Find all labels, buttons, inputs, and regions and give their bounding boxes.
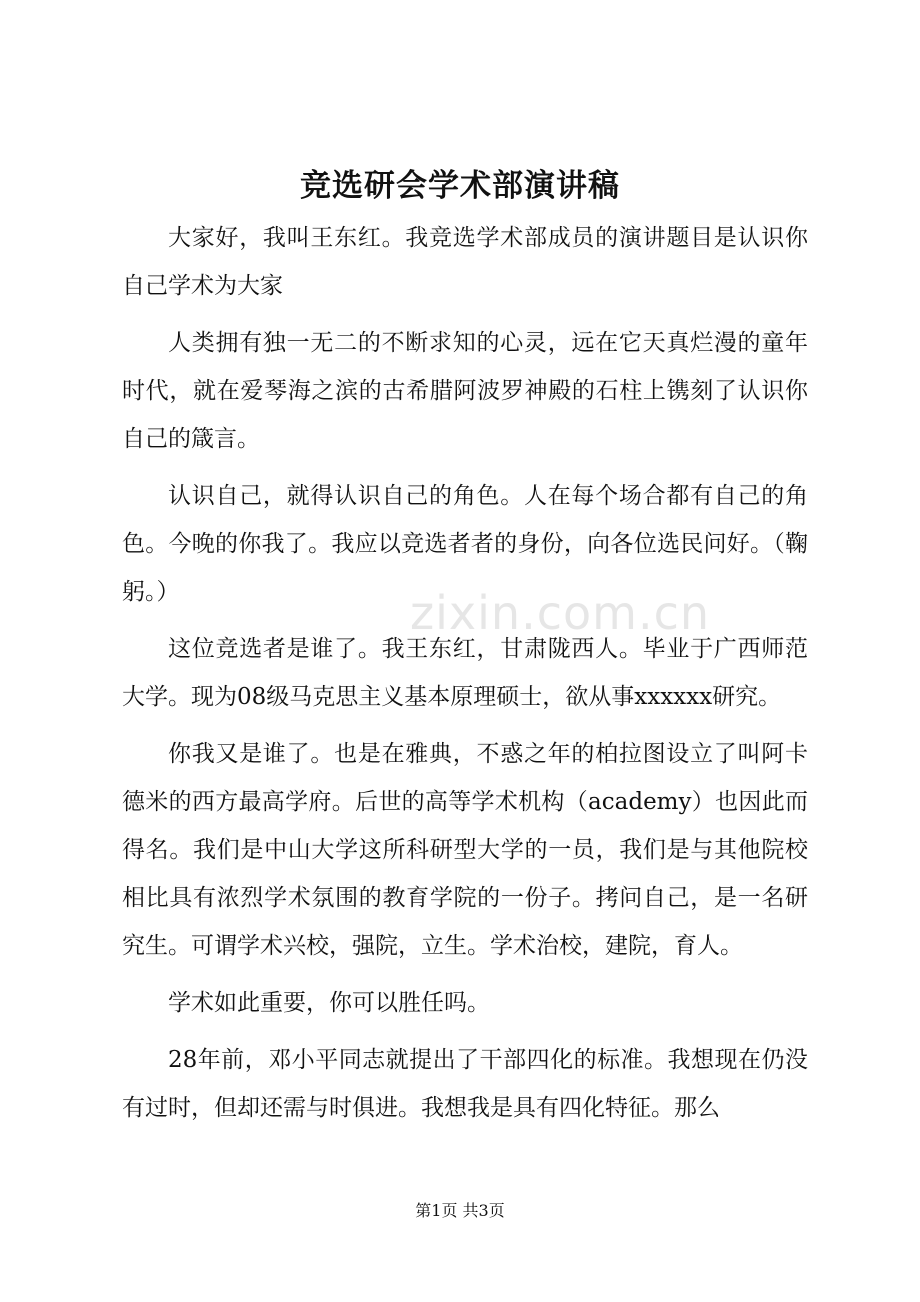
paragraph-3: 认识自己，就得认识自己的角色。人在每个场合都有自己的角色。今晚的你我了。我应以竞选者者的身份，向各位选民问好。（鞠躬。） [122,483,808,605]
paragraph-2: 人类拥有独一无二的不断求知的心灵，远在它天真烂漫的童年时代，就在爱琴海之滨的古希腊阿波罗神殿的石柱上镌刻了认识你自己的箴言。 [122,330,808,452]
watermark: zixin.com.cn [410,586,711,640]
paragraph-5: 你我又是谁了。也是在雅典，不惑之年的柏拉图设立了叫阿卡德米的西方最高学府。后世的高等学术机构（academy）也因此而得名。我们是中山大学这所科研型大学的一员，我们是与其他院校相比具有浓烈学术氛围的教育学院的一份子。拷问自己，是一名研究生。可谓学术兴校，强院，立生。学术治校，建院，育人。 [122,741,808,959]
document-body [122,214,808,1141]
document-title: 竞选研会学术部演讲稿 [300,168,620,204]
paragraph-4: 这位竞选者是谁了。我王东红，甘肃陇西人。毕业于广西师范大学。现为08级马克思主义基本原理硕士，欲从事xxxxxx研究。 [122,636,808,710]
paragraph-1: 大家好，我叫王东红。我竞选学术部成员的演讲题目是认识你自己学术为大家 [122,225,808,299]
page-footer: 第1页 共3页 [415,1201,505,1220]
paragraph-7: 28年前，邓小平同志就提出了干部四化的标准。我想现在仍没有过时，但却还需与时俱进。我想我是具有四化特征。那么 [122,1047,808,1121]
paragraph-6: 学术如此重要，你可以胜任吗。 [168,990,490,1016]
